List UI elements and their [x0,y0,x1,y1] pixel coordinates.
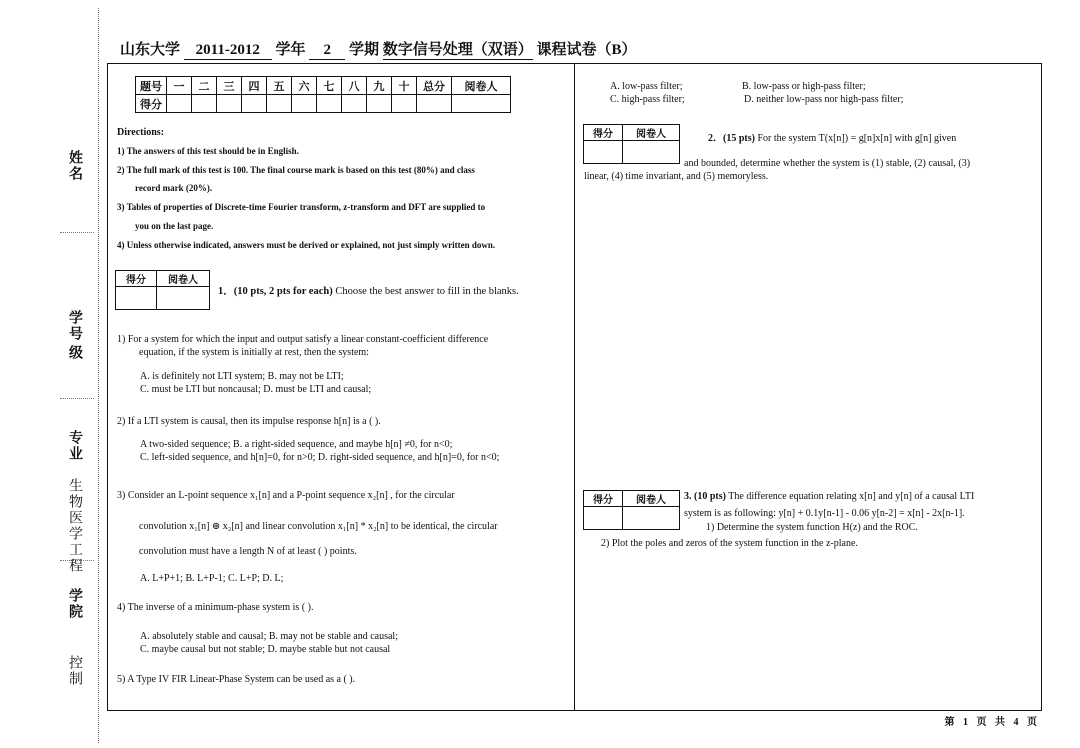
academic-years: 2011-2012 [184,42,272,60]
q1-3-line: 3) Consider an L-point sequence x₁[n] and a P-point sequence x₂[n] , for the circular [117,490,455,501]
q3-score-box [583,490,680,530]
score-col: 七 [317,77,342,95]
score-cell[interactable] [217,95,242,113]
semester-number: 2 [309,42,345,60]
q1-3-line: convolution x₁[n] ⊛ x₂[n] and linear convolution x₁[n] * x₂[n] to be identical, the circular [139,521,498,532]
score-col: 二 [192,77,217,95]
score-cell[interactable] [292,95,317,113]
score-cell[interactable] [452,95,511,113]
q3-text: The difference equation relating x[n] and y[n] of a causal LTI [725,491,975,502]
score-col: 总分 [417,77,452,95]
score-table-row-label: 题号 [136,77,167,95]
score-cell[interactable] [267,95,292,113]
q2-text: For the system T(x[n]) = g[n]x[n] with g[n] given [754,133,957,144]
column-divider [574,64,575,711]
direction-item: you on the last page. [135,221,214,231]
q2-line: linear, (4) time invariant, and (5) memoryless. [584,171,769,182]
score-col: 三 [217,77,242,95]
score-cell[interactable] [242,95,267,113]
q2-points: 2．(15 pts) [708,133,755,144]
score-box-cell[interactable] [623,141,680,164]
major-label: 专业 [67,430,82,462]
q1-2-line: 2) If a LTI system is causal, then its impulse response h[n] is a ( ). [117,416,381,427]
score-cell[interactable] [417,95,452,113]
direction-item: record mark (20%). [135,183,213,193]
q1-1-options: C. must be LTI but noncausal; D. must be LTI and causal; [140,384,372,395]
q1-5-option-d: D. neither low-pass nor high-pass filter; [744,94,904,105]
q1-points: 1．(10 pts, 2 pts for each) [218,286,333,297]
score-box-cell[interactable] [116,287,157,310]
q1-5-option-b: B. low-pass or high-pass filter; [742,81,866,92]
score-col: 九 [367,77,392,95]
name-label: 姓名 [67,150,82,182]
control-label: 控制 [67,655,82,687]
score-box-label: 得分 [584,125,623,141]
score-col: 四 [242,77,267,95]
score-col: 五 [267,77,292,95]
q3-line: 2) Plot the poles and zeros of the system function in the z-plane. [601,538,858,549]
score-box-cell[interactable] [584,507,623,530]
score-col: 六 [292,77,317,95]
score-cell[interactable] [342,95,367,113]
q3-line [684,490,974,503]
score-cell[interactable] [317,95,342,113]
q1-3-options: A. L+P+1; B. L+P-1; C. L+P; D. L; [140,573,284,584]
q2-line: and bounded, determine whether the system is (1) stable, (2) causal, (3) [684,158,971,169]
score-box-cell[interactable] [157,287,210,310]
direction-item: 4) Unless otherwise indicated, answers must be derived or explained, not just simply written down. [117,240,496,250]
exam-title [120,38,637,60]
score-table-row-label: 得分 [136,95,167,113]
score-box-label: 阅卷人 [157,271,210,287]
q3-points: 3. (10 pts) [684,491,726,502]
direction-item: 2) The full mark of this test is 100. The final course mark is based on this test (80%) and class [117,165,475,175]
score-col: 十 [392,77,417,95]
q1-1-line: 1) For a system for which the input and output satisfy a linear constant-coefficient difference [117,334,489,345]
semester-word: 学期 [349,42,380,58]
score-cell[interactable] [392,95,417,113]
score-box-label: 阅卷人 [623,125,680,141]
q1-heading [218,285,519,298]
college-label: 学院 [67,588,82,620]
score-box-label: 阅卷人 [623,491,680,507]
score-box-cell[interactable] [623,507,680,530]
score-col: 八 [342,77,367,95]
q3-line: 1) Determine the system function H(z) and the ROC. [706,522,918,533]
margin-divider [60,398,94,399]
score-table [135,76,511,113]
q2-line [708,132,956,145]
score-box-label: 得分 [584,491,623,507]
binding-line [98,8,99,743]
q1-score-box [115,270,210,310]
q1-3-line: convolution must have a length N of at least ( ) points. [139,546,357,557]
year-word: 学年 [275,42,306,58]
q1-5-line: 5) A Type IV FIR Linear-Phase System can be used as a ( ). [117,674,356,685]
score-cell[interactable] [367,95,392,113]
margin-divider [60,232,94,233]
direction-item: 1) The answers of this test should be in English. [117,146,299,156]
q1-4-options: C. maybe causal but not stable; D. maybe stable but not causal [140,644,391,655]
score-box-label: 得分 [116,271,157,287]
q1-2-options: C. left-sided sequence, and h[n]=0, for n>0; D. right-sided sequence, and h[n]=0, for n<0; [140,452,500,463]
score-cell[interactable] [167,95,192,113]
q1-instruction: Choose the best answer to fill in the blanks. [332,286,519,297]
q1-5-option-a: A. low-pass filter; [610,81,683,92]
page-footer: 第 1 页 共 4 页 [944,717,1040,728]
q3-line: system is as following: y[n] + 0.1y[n-1] - 0.06 y[n-2] = x[n] - 2x[n-1]. [684,508,965,519]
score-col: 一 [167,77,192,95]
title-tail: 课程试卷（B） [536,42,637,58]
course-name: 数字信号处理（双语） [383,38,533,60]
score-cell[interactable] [192,95,217,113]
q1-2-options: A two-sided sequence; B. a right-sided sequence, and maybe h[n] ≠0, for n<0; [140,439,453,450]
directions-heading: Directions: [117,127,165,138]
q2-score-box [583,124,680,164]
class-label: 级 [67,345,82,361]
student-id-label: 学号 [67,310,82,342]
university-name: 山东大学 [120,42,181,58]
score-col: 阅卷人 [452,77,511,95]
q1-4-line: 4) The inverse of a minimum-phase system is ( ). [117,602,314,613]
q1-1-line: equation, if the system is initially at rest, then the system: [139,347,369,358]
score-box-cell[interactable] [584,141,623,164]
q1-5-option-c: C. high-pass filter; [610,94,685,105]
major-value: 生物医学工程 [67,478,82,574]
direction-item: 3) Tables of properties of Discrete-time Fourier transform, z-transform and DFT are supplied to [117,202,486,212]
q1-4-options: A. absolutely stable and causal; B. may not be stable and causal; [140,631,398,642]
q1-1-options: A. is definitely not LTI system; B. may not be LTI; [140,371,344,382]
